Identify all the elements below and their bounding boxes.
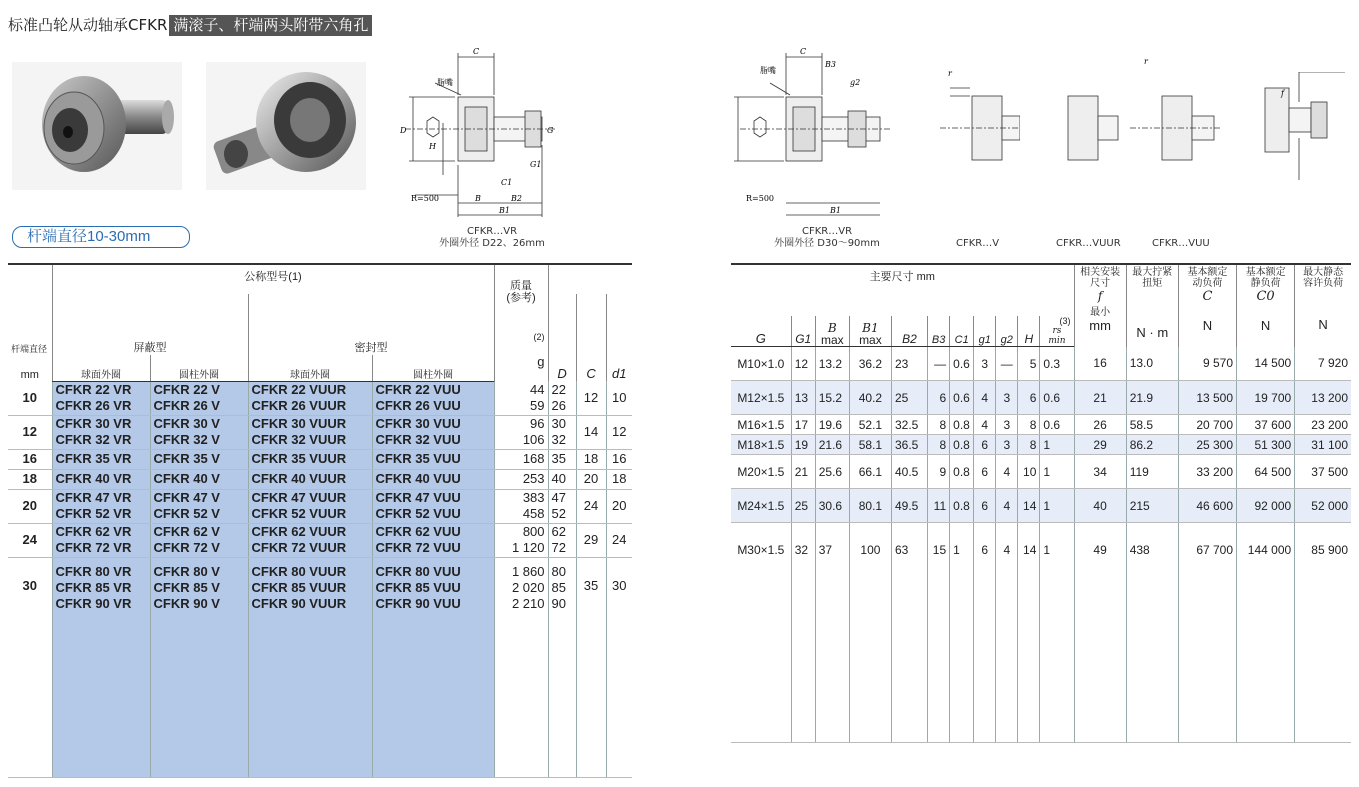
table-row <box>8 469 632 489</box>
th-B <box>815 316 849 347</box>
C1-cell: 0.8 <box>950 435 974 455</box>
G1-cell: 19 <box>791 435 815 455</box>
stat-load-cell: 64 500 <box>1237 455 1295 489</box>
th-dyn-unit: N <box>1202 318 1213 333</box>
drawing-vr-small <box>395 45 565 225</box>
model-vuu-cell: CFKR 22 VUU CFKR 26 VUU <box>372 381 494 415</box>
g2-cell: 3 <box>996 381 1018 415</box>
g2-cell: 3 <box>996 435 1018 455</box>
mass-cell: 1 860 2 020 2 210 <box>494 557 548 777</box>
model-v-cell: CFKR 22 V CFKR 26 V <box>150 381 248 415</box>
model-vuur-cell: CFKR 22 VUUR CFKR 26 VUUR <box>248 381 372 415</box>
dim-b2-label: B2 <box>511 194 522 203</box>
mass-cell: 253 <box>494 469 548 489</box>
rs-cell: 1 <box>1040 489 1074 523</box>
bearing-stud-image <box>12 62 182 190</box>
model-vr-cell: CFKR 30 VR CFKR 32 VR <box>52 415 150 449</box>
model-vuu-cell: CFKR 62 VUU CFKR 72 VUU <box>372 523 494 557</box>
C1-cell: 0.6 <box>950 347 974 381</box>
th-B3: B3 <box>928 316 950 347</box>
G1-cell: 17 <box>791 415 815 435</box>
th-sealed: 密封型 <box>248 294 494 355</box>
B3-cell: 9 <box>928 455 950 489</box>
B2-cell: 63 <box>891 523 927 743</box>
B3-cell: 6 <box>928 381 950 415</box>
th-B1-sym: B1 <box>862 321 879 335</box>
model-vuu-cell: CFKR 35 VUU <box>372 449 494 469</box>
dim-D-cell: 22 26 <box>548 381 576 415</box>
G1-cell: 12 <box>791 347 815 381</box>
th-B1-max: max <box>859 333 882 347</box>
B2-cell: 49.5 <box>891 489 927 523</box>
G1-cell: 21 <box>791 455 815 489</box>
B1-cell: 66.1 <box>849 455 891 489</box>
caption-vuur: CFKR…VUUR <box>1056 238 1121 249</box>
model-vuu-cell: CFKR 80 VUU CFKR 85 VUU CFKR 90 VUU <box>372 557 494 777</box>
G1-cell: 25 <box>791 489 815 523</box>
H-cell: 14 <box>1018 523 1040 743</box>
table-row <box>731 415 1351 435</box>
G1-cell: 13 <box>791 381 815 415</box>
th-cylindrical-2: 圆柱外圈 <box>372 355 494 381</box>
table-row <box>731 347 1351 381</box>
th-mount-min: 最小 <box>1090 307 1111 318</box>
caption-right-line2: 外圈外径 D30～90mm <box>774 238 880 249</box>
shaft-dia-cell: 16 <box>8 449 52 469</box>
B-cell: 37 <box>815 523 849 743</box>
B-cell: 25.6 <box>815 455 849 489</box>
model-v-cell: CFKR 80 V CFKR 85 V CFKR 90 V <box>150 557 248 777</box>
th-mass-note: (2) <box>533 332 545 342</box>
g2-cell: 4 <box>996 489 1018 523</box>
dim-C-cell: 35 <box>576 557 606 777</box>
th-shielded: 屏蔽型 <box>52 294 248 355</box>
shaft-diameter-badge: 杆端直径10-30mm <box>12 226 190 248</box>
dim-D-cell: 47 52 <box>548 489 576 523</box>
stat-load-cell: 37 600 <box>1237 415 1295 435</box>
table-row <box>8 523 632 557</box>
allow-load-cell: 31 100 <box>1295 435 1351 455</box>
th-cylindrical-1: 圆柱外圈 <box>150 355 248 381</box>
th-d1: d1 <box>606 294 632 381</box>
dim-D-cell: 35 <box>548 449 576 469</box>
g1-cell: 4 <box>974 415 996 435</box>
dim-D-cell: 30 32 <box>548 415 576 449</box>
drawing-v <box>940 50 1020 170</box>
model-vr-cell: CFKR 40 VR <box>52 469 150 489</box>
allow-load-cell: 37 500 <box>1295 455 1351 489</box>
G-cell: M30×1.5 <box>731 523 791 743</box>
g2-cell: 3 <box>996 415 1018 435</box>
th-stat-label: 基本额定 静负荷 <box>1245 267 1286 289</box>
shaft-dia-cell: 24 <box>8 523 52 557</box>
drawing-vuur <box>1050 78 1120 168</box>
allow-load-cell: 85 900 <box>1295 523 1351 743</box>
table-row <box>731 523 1351 743</box>
th-stat-sym: C0 <box>1256 289 1275 304</box>
B2-cell: 32.5 <box>891 415 927 435</box>
caption-left-line2: 外圈外径 D22、26mm <box>439 238 545 249</box>
B1-cell: 40.2 <box>849 381 891 415</box>
B3-cell: 8 <box>928 435 950 455</box>
f-cell: 16 <box>1074 347 1126 381</box>
g1-cell: 6 <box>974 455 996 489</box>
B-cell: 13.2 <box>815 347 849 381</box>
model-vuu-cell: CFKR 47 VUU CFKR 52 VUU <box>372 489 494 523</box>
g1-cell: 3 <box>974 347 996 381</box>
B3-cell: 15 <box>928 523 950 743</box>
th-dyn-label: 基本额定 动负荷 <box>1187 267 1228 289</box>
dyn-load-cell: 33 200 <box>1178 455 1236 489</box>
th-shaft-unit: mm <box>20 369 39 381</box>
dim-C-cell: 14 <box>576 415 606 449</box>
dim-g1-label: G1 <box>530 160 542 169</box>
H-cell: 5 <box>1018 347 1040 381</box>
mounting-drawing <box>1245 72 1345 182</box>
B-cell: 15.2 <box>815 381 849 415</box>
B2-cell: 23 <box>891 347 927 381</box>
f-cell: 26 <box>1074 415 1126 435</box>
r-dim-c-label: C <box>800 47 807 56</box>
dim-C-cell: 12 <box>576 381 606 415</box>
dim-C-cell: 18 <box>576 449 606 469</box>
dim-d1-cell: 24 <box>606 523 632 557</box>
caption-vuu: CFKR…VUU <box>1152 238 1210 249</box>
cfkr-vr-large-drawing <box>730 45 900 225</box>
th-torque <box>1126 264 1178 347</box>
r-r500-label: R=500 <box>746 194 774 203</box>
rs-cell: 1 <box>1040 455 1074 489</box>
G-cell: M10×1.0 <box>731 347 791 381</box>
shaft-dia-cell: 20 <box>8 489 52 523</box>
dim-b-label: B <box>475 194 481 203</box>
th-dyn <box>1178 264 1236 347</box>
th-allow-unit: N <box>1318 317 1328 332</box>
H-cell: 6 <box>1018 381 1040 415</box>
B2-cell: 40.5 <box>891 455 927 489</box>
H-cell: 14 <box>1018 489 1040 523</box>
B1-cell: 58.1 <box>849 435 891 455</box>
H-cell: 10 <box>1018 455 1040 489</box>
th-torque-label: 最大拧紧 扭矩 <box>1132 267 1173 289</box>
dyn-load-cell: 20 700 <box>1178 415 1236 435</box>
torque-cell: 13.0 <box>1126 347 1178 381</box>
title-tag: 满滚子、杆端两头附带六角孔 <box>169 15 372 36</box>
C1-cell: 0.8 <box>950 415 974 435</box>
model-vuu-cell: CFKR 40 VUU <box>372 469 494 489</box>
table-row <box>731 381 1351 415</box>
table-row <box>8 489 632 523</box>
model-table <box>8 263 632 778</box>
v-r-label: r <box>948 69 952 78</box>
G-cell: M12×1.5 <box>731 381 791 415</box>
th-D: D <box>548 294 576 381</box>
th-rs-note: (3) <box>1059 316 1071 326</box>
g1-cell: 6 <box>974 435 996 455</box>
th-g2: g2 <box>996 316 1018 347</box>
model-vuur-cell: CFKR 62 VUUR CFKR 72 VUUR <box>248 523 372 557</box>
cfkr-vuu-drawing <box>1130 50 1220 170</box>
shaft-dia-cell: 10 <box>8 381 52 415</box>
th-g1: g1 <box>974 316 996 347</box>
th-allow-label: 最大静态 容许负荷 <box>1303 267 1344 289</box>
th-C: C <box>576 294 606 381</box>
th-B-max: max <box>820 333 844 347</box>
shaft-dia-cell: 18 <box>8 469 52 489</box>
table-row <box>8 415 632 449</box>
model-v-cell: CFKR 40 V <box>150 469 248 489</box>
rs-cell: 0.6 <box>1040 415 1074 435</box>
f-cell: 49 <box>1074 523 1126 743</box>
allow-load-cell: 52 000 <box>1295 489 1351 523</box>
stat-load-cell: 92 000 <box>1237 489 1295 523</box>
dim-d1-cell: 16 <box>606 449 632 469</box>
allow-load-cell: 13 200 <box>1295 381 1351 415</box>
caption-v: CFKR…V <box>956 238 1000 249</box>
dimension-table <box>731 263 1351 743</box>
th-shaft <box>8 264 52 381</box>
table-row <box>8 449 632 469</box>
bearing-sealed-image <box>206 62 366 190</box>
model-vuur-cell: CFKR 80 VUUR CFKR 85 VUUR CFKR 90 VUUR <box>248 557 372 777</box>
th-B-sym: B <box>827 321 837 335</box>
vuu-r-label: r <box>1144 57 1148 66</box>
grease-label: 脂嘴 <box>437 78 453 87</box>
B3-cell: — <box>928 347 950 381</box>
caption-right <box>765 226 889 250</box>
dim-d1-cell: 20 <box>606 489 632 523</box>
model-vuur-cell: CFKR 40 VUUR <box>248 469 372 489</box>
mass-cell: 96 106 <box>494 415 548 449</box>
torque-cell: 215 <box>1126 489 1178 523</box>
C1-cell: 0.8 <box>950 489 974 523</box>
allow-load-cell: 23 200 <box>1295 415 1351 435</box>
g2-cell: 4 <box>996 523 1018 743</box>
mass-cell: 383 458 <box>494 489 548 523</box>
page-title <box>8 14 372 35</box>
th-rs-sym: rs min <box>1048 326 1066 346</box>
model-vr-cell: CFKR 62 VR CFKR 72 VR <box>52 523 150 557</box>
B-cell: 30.6 <box>815 489 849 523</box>
shaft-dia-cell: 12 <box>8 415 52 449</box>
shaft-dia-cell: 30 <box>8 557 52 777</box>
model-vuur-cell: CFKR 35 VUUR <box>248 449 372 469</box>
model-v-cell: CFKR 47 V CFKR 52 V <box>150 489 248 523</box>
cfkr-vuur-drawing <box>1050 78 1120 168</box>
dyn-load-cell: 46 600 <box>1178 489 1236 523</box>
C1-cell: 0.6 <box>950 381 974 415</box>
dyn-load-cell: 67 700 <box>1178 523 1236 743</box>
th-spherical-1: 球面外圈 <box>52 355 150 381</box>
dim-d1-cell: 18 <box>606 469 632 489</box>
mount-f-label: f <box>1281 89 1284 98</box>
rs-cell: 0.3 <box>1040 347 1074 381</box>
th-C1: C1 <box>950 316 974 347</box>
dim-h-label: H <box>429 142 436 151</box>
table-row <box>8 557 632 777</box>
B3-cell: 11 <box>928 489 950 523</box>
stat-load-cell: 144 000 <box>1237 523 1295 743</box>
B2-cell: 25 <box>891 381 927 415</box>
G-cell: M16×1.5 <box>731 415 791 435</box>
torque-cell: 438 <box>1126 523 1178 743</box>
model-v-cell: CFKR 30 V CFKR 32 V <box>150 415 248 449</box>
H-cell: 8 <box>1018 415 1040 435</box>
rs-cell: 1 <box>1040 435 1074 455</box>
r500-label: R=500 <box>411 194 439 203</box>
th-stat <box>1237 264 1295 347</box>
g1-cell: 6 <box>974 489 996 523</box>
th-H: H <box>1018 316 1040 347</box>
B1-cell: 36.2 <box>849 347 891 381</box>
mass-cell: 800 1 120 <box>494 523 548 557</box>
model-v-cell: CFKR 62 V CFKR 72 V <box>150 523 248 557</box>
drawing-vr-large <box>730 45 900 225</box>
torque-cell: 86.2 <box>1126 435 1178 455</box>
product-photo-vr <box>12 62 182 190</box>
th-mount-unit: mm <box>1089 318 1111 333</box>
f-cell: 21 <box>1074 381 1126 415</box>
cfkr-vr-section-drawing <box>395 45 565 225</box>
model-vr-cell: CFKR 80 VR CFKR 85 VR CFKR 90 VR <box>52 557 150 777</box>
B1-cell: 80.1 <box>849 489 891 523</box>
th-mount <box>1074 264 1126 347</box>
caption-left-line1: CFKR…VR <box>466 226 518 237</box>
model-v-cell: CFKR 35 V <box>150 449 248 469</box>
dim-D-cell: 80 85 90 <box>548 557 576 777</box>
dim-d1-cell: 30 <box>606 557 632 777</box>
B1-cell: 100 <box>849 523 891 743</box>
th-torque-unit: N · m <box>1136 325 1169 340</box>
dim-d-label: D <box>400 126 407 135</box>
table-row <box>8 381 632 415</box>
dim-D-cell: 40 <box>548 469 576 489</box>
allow-load-cell: 7 920 <box>1295 347 1351 381</box>
dim-C-cell: 24 <box>576 489 606 523</box>
dim-C-cell: 20 <box>576 469 606 489</box>
th-mass-label: 质量 (参考) <box>506 280 536 304</box>
th-allow <box>1295 264 1351 347</box>
model-vr-cell: CFKR 35 VR <box>52 449 150 469</box>
th-model-group: 公称型号(1) <box>52 264 494 294</box>
caption-left <box>430 226 554 250</box>
cfkr-v-drawing <box>940 50 1020 170</box>
th-shaft-label: 杆端直径 <box>11 344 48 354</box>
stat-load-cell: 51 300 <box>1237 435 1295 455</box>
th-B1 <box>849 316 891 347</box>
rs-cell: 0.6 <box>1040 381 1074 415</box>
th-main-dims: 主要尺寸 mm <box>731 264 1074 316</box>
th-stat-unit: N <box>1260 318 1271 333</box>
dim-C-cell: 29 <box>576 523 606 557</box>
G-cell: M20×1.5 <box>731 455 791 489</box>
B1-cell: 52.1 <box>849 415 891 435</box>
dim-d1-cell: 12 <box>606 415 632 449</box>
B-cell: 19.6 <box>815 415 849 435</box>
model-vr-cell: CFKR 47 VR CFKR 52 VR <box>52 489 150 523</box>
th-dyn-sym: C <box>1202 289 1213 304</box>
drawing-vuu <box>1130 50 1220 170</box>
mass-cell: 168 <box>494 449 548 469</box>
product-photo-v <box>206 62 366 190</box>
dim-b1-label: B1 <box>499 206 510 215</box>
th-mount-f: f <box>1097 289 1103 303</box>
th-G: G <box>731 316 791 347</box>
G-cell: M24×1.5 <box>731 489 791 523</box>
th-mount-label: 相关安装 尺寸 <box>1080 267 1121 289</box>
model-vuu-cell: CFKR 30 VUU CFKR 32 VUU <box>372 415 494 449</box>
C1-cell: 1 <box>950 523 974 743</box>
dim-d1-cell: 10 <box>606 381 632 415</box>
dyn-load-cell: 25 300 <box>1178 435 1236 455</box>
dim-c1-label: C1 <box>501 178 513 187</box>
r-dim-g2-label: g2 <box>850 78 861 87</box>
torque-cell: 21.9 <box>1126 381 1178 415</box>
th-rs <box>1040 316 1074 347</box>
r-grease-label: 脂嘴 <box>760 66 776 75</box>
B-cell: 21.6 <box>815 435 849 455</box>
model-vuur-cell: CFKR 30 VUUR CFKR 32 VUUR <box>248 415 372 449</box>
mass-cell: 44 59 <box>494 381 548 415</box>
table-row <box>731 435 1351 455</box>
g2-cell: 4 <box>996 455 1018 489</box>
f-cell: 29 <box>1074 435 1126 455</box>
B3-cell: 8 <box>928 415 950 435</box>
g2-cell: — <box>996 347 1018 381</box>
torque-cell: 119 <box>1126 455 1178 489</box>
g1-cell: 4 <box>974 381 996 415</box>
dim-D-cell: 62 72 <box>548 523 576 557</box>
model-vuur-cell: CFKR 47 VUUR CFKR 52 VUUR <box>248 489 372 523</box>
g1-cell: 6 <box>974 523 996 743</box>
r-dim-b3-label: B3 <box>825 60 836 69</box>
f-cell: 40 <box>1074 489 1126 523</box>
G1-cell: 32 <box>791 523 815 743</box>
stat-load-cell: 14 500 <box>1237 347 1295 381</box>
th-dim-blank <box>548 264 632 294</box>
dyn-load-cell: 9 570 <box>1178 347 1236 381</box>
caption-right-line1: CFKR…VR <box>801 226 853 237</box>
stat-load-cell: 19 700 <box>1237 381 1295 415</box>
th-B2: B2 <box>891 316 927 347</box>
table-row <box>731 489 1351 523</box>
th-spherical-2: 球面外圈 <box>248 355 372 381</box>
torque-cell: 58.5 <box>1126 415 1178 435</box>
H-cell: 8 <box>1018 435 1040 455</box>
f-cell: 34 <box>1074 455 1126 489</box>
B2-cell: 36.5 <box>891 435 927 455</box>
model-vr-cell: CFKR 22 VR CFKR 26 VR <box>52 381 150 415</box>
dim-g-label: G <box>547 126 554 135</box>
table-row <box>731 455 1351 489</box>
dim-c-label: C <box>473 47 480 56</box>
th-mass <box>494 264 548 381</box>
dyn-load-cell: 13 500 <box>1178 381 1236 415</box>
G-cell: M18×1.5 <box>731 435 791 455</box>
th-mass-unit: g <box>537 354 545 369</box>
r-dim-b1-label: B1 <box>830 206 841 215</box>
drawing-mounting <box>1245 72 1345 182</box>
th-G1: G1 <box>791 316 815 347</box>
rs-cell: 1 <box>1040 523 1074 743</box>
title-text: 标准凸轮从动轴承CFKR <box>8 16 168 34</box>
C1-cell: 0.8 <box>950 455 974 489</box>
